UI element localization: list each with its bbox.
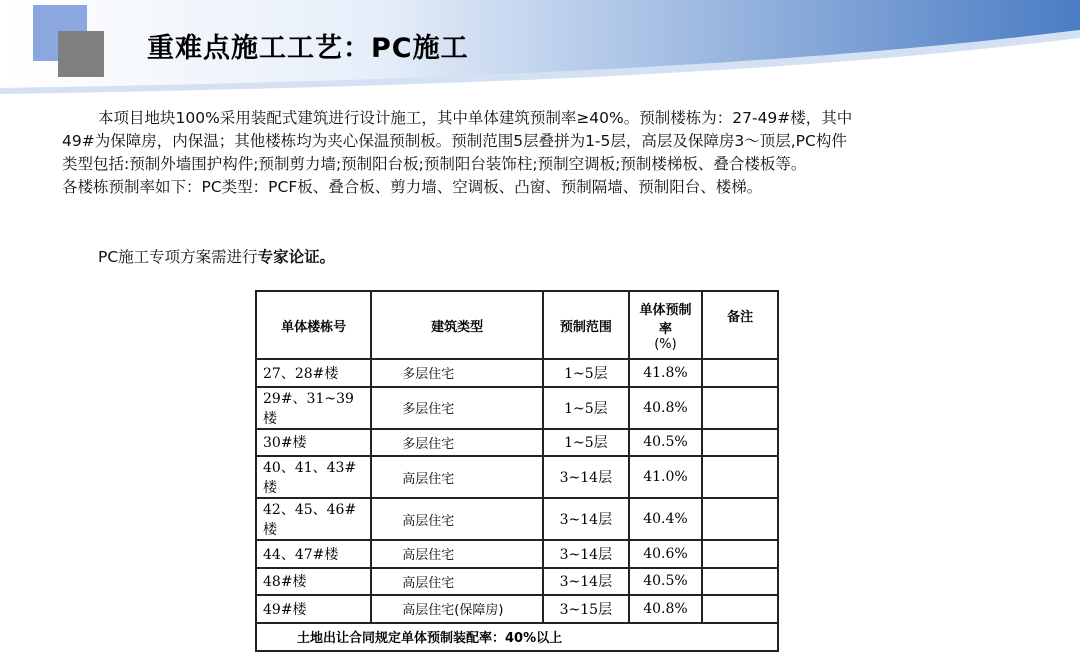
- table-row: [256, 359, 778, 387]
- cell-building-no: 49#楼: [256, 595, 371, 623]
- cell-building-type: 高层住宅(保障房): [371, 595, 543, 623]
- cell-precast-rate: 41.8%: [629, 359, 703, 387]
- cell-building-no: 30#楼: [256, 429, 371, 457]
- cell-building-no: 27、28#楼: [256, 359, 371, 387]
- expert-review-text: PC施工专项方案需进行: [98, 248, 258, 266]
- intro-paragraph: [62, 107, 1022, 199]
- cell-building-type: 高层住宅: [371, 498, 543, 540]
- cell-building-no: 48#楼: [256, 568, 371, 596]
- cell-precast-rate: 40.4%: [629, 498, 703, 540]
- header-precast-rate-unit: (%): [654, 336, 677, 352]
- cell-building-type: 多层住宅: [371, 429, 543, 457]
- cell-precast-rate: 40.8%: [629, 387, 703, 429]
- cell-precast-range: 1~5层: [543, 429, 629, 457]
- expert-review-note: [98, 246, 1058, 269]
- slide-title: 重难点施工工艺：PC施工: [147, 33, 469, 64]
- table-row: [256, 498, 778, 540]
- cell-precast-range: 3~14层: [543, 498, 629, 540]
- cell-building-no: 29#、31~39楼: [256, 387, 371, 429]
- header-precast-rate: [629, 291, 703, 359]
- header-building-type: 建筑类型: [371, 291, 543, 359]
- expert-review-bold: 专家论证。: [257, 248, 336, 266]
- table-row: [256, 568, 778, 596]
- intro-line-1: 本项目地块100%采用装配式建筑进行设计施工，其中单体建筑预制率≥40%。预制楼栋为：27-49#楼，其中: [98, 109, 853, 127]
- cell-precast-range: 3~14层: [543, 540, 629, 568]
- header-building-no: 单体楼栋号: [256, 291, 371, 359]
- cell-precast-range: 3~15层: [543, 595, 629, 623]
- cell-precast-rate: 40.8%: [629, 595, 703, 623]
- cell-precast-rate: 40.6%: [629, 540, 703, 568]
- cell-building-type: 多层住宅: [371, 359, 543, 387]
- cell-building-type: 高层住宅: [371, 540, 543, 568]
- intro-line-2: 49#为保障房，内保温；其他楼栋均为夹心保温预制板。预制范围5层叠拼为1-5层，高层及保障房3～顶层,PC构件: [62, 132, 847, 150]
- cell-remarks: [702, 359, 778, 387]
- precast-rate-table: [255, 290, 779, 652]
- cell-remarks: [702, 387, 778, 429]
- table-row: [256, 429, 778, 457]
- intro-line-3: 类型包括:预制外墙围护构件;预制剪力墙;预制阳台板;预制阳台装饰柱;预制空调板;预制楼梯板、叠合楼板等。: [62, 155, 807, 173]
- cell-precast-range: 1~5层: [543, 387, 629, 429]
- table-row: [256, 456, 778, 498]
- intro-line-4: 各楼栋预制率如下：PC类型：PCF板、叠合板、剪力墙、空调板、凸窗、预制隔墙、预制阳台、楼梯。: [62, 178, 763, 196]
- header-precast-range: 预制范围: [543, 291, 629, 359]
- cell-remarks: [702, 568, 778, 596]
- cell-building-type: 高层住宅: [371, 568, 543, 596]
- cell-building-type: 多层住宅: [371, 387, 543, 429]
- table-header-row: [256, 291, 778, 359]
- table-row: [256, 595, 778, 623]
- decorative-square-dark: [58, 31, 104, 77]
- cell-remarks: [702, 540, 778, 568]
- header-precast-rate-label: 单体预制率: [639, 302, 692, 337]
- cell-building-type: 高层住宅: [371, 456, 543, 498]
- table-row: [256, 540, 778, 568]
- table-footer-note: 土地出让合同规定单体预制装配率：40%以上: [256, 623, 778, 651]
- table-footer-row: [256, 623, 778, 651]
- cell-precast-range: 3~14层: [543, 456, 629, 498]
- cell-building-no: 40、41、43#楼: [256, 456, 371, 498]
- table-row: [256, 387, 778, 429]
- cell-building-no: 42、45、46#楼: [256, 498, 371, 540]
- cell-remarks: [702, 595, 778, 623]
- cell-building-no: 44、47#楼: [256, 540, 371, 568]
- cell-precast-rate: 40.5%: [629, 568, 703, 596]
- cell-precast-range: 3~14层: [543, 568, 629, 596]
- cell-remarks: [702, 498, 778, 540]
- cell-precast-rate: 41.0%: [629, 456, 703, 498]
- cell-precast-rate: 40.5%: [629, 429, 703, 457]
- cell-remarks: [702, 429, 778, 457]
- cell-remarks: [702, 456, 778, 498]
- cell-precast-range: 1~5层: [543, 359, 629, 387]
- header-remarks: 备注: [702, 291, 778, 359]
